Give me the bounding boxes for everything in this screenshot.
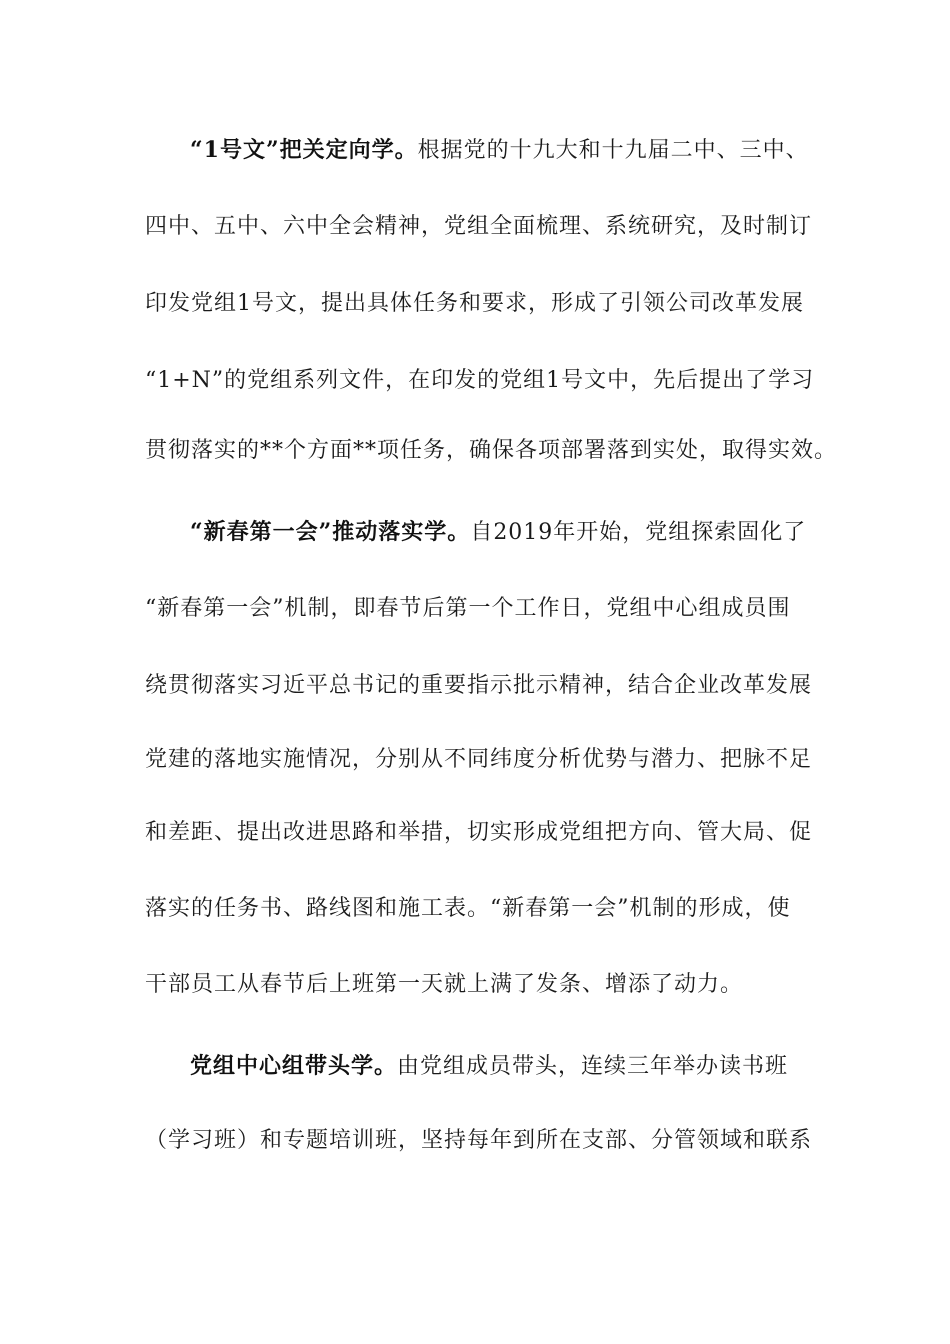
- paragraph-2-line-1: [190, 517, 806, 548]
- paragraph-1-line-4: “1+N”的党组系列文件，在印发的党组1号文中，先后提出了学习: [145, 368, 815, 393]
- paragraph-1-line-2: 四中、五中、六中全会精神，党组全面梳理、系统研究，及时制订: [145, 214, 813, 239]
- paragraph-3-lead: 党组中心组带头学。: [190, 1053, 398, 1079]
- paragraph-1-line-3: 印发党组1号文，提出具体任务和要求，形成了引领公司改革发展: [145, 291, 804, 316]
- paragraph-2-line-2: “新春第一会”机制，即春节后第一个工作日，党组中心组成员围: [145, 596, 791, 621]
- paragraph-2-line-4: 党建的落地实施情况，分别从不同纬度分析优势与潜力、把脉不足: [145, 747, 813, 772]
- paragraph-2-lead: “新春第一会”推动落实学。: [190, 519, 471, 545]
- paragraph-1-line-5: 贯彻落实的**个方面**项任务，确保各项部署落到实处，取得实效。: [145, 438, 838, 463]
- paragraph-3-line-1: [190, 1051, 788, 1082]
- paragraph-3-line-2: （学习班）和专题培训班，坚持每年到所在支部、分管领域和联系: [145, 1128, 813, 1153]
- paragraph-3-text: 由党组成员带头，连续三年举办读书班: [397, 1054, 789, 1079]
- paragraph-2-line-7: 干部员工从春节后上班第一天就上满了发条、增添了动力。: [145, 972, 744, 997]
- paragraph-1-lead: “1号文”把关定向学。: [190, 137, 418, 163]
- paragraph-2-line-6: 落实的任务书、路线图和施工表。“新春第一会”机制的形成，使: [145, 896, 791, 921]
- paragraph-1-text: 根据党的十九大和十九届二中、三中、: [417, 138, 809, 163]
- paragraph-1-line-1: [190, 135, 809, 166]
- paragraph-2-text: 自2019年开始，党组探索固化了: [470, 520, 807, 545]
- paragraph-2-line-5: 和差距、提出改进思路和举措，切实形成党组把方向、管大局、促: [145, 820, 813, 845]
- paragraph-2-line-3: 绕贯彻落实习近平总书记的重要指示批示精神，结合企业改革发展: [145, 673, 813, 698]
